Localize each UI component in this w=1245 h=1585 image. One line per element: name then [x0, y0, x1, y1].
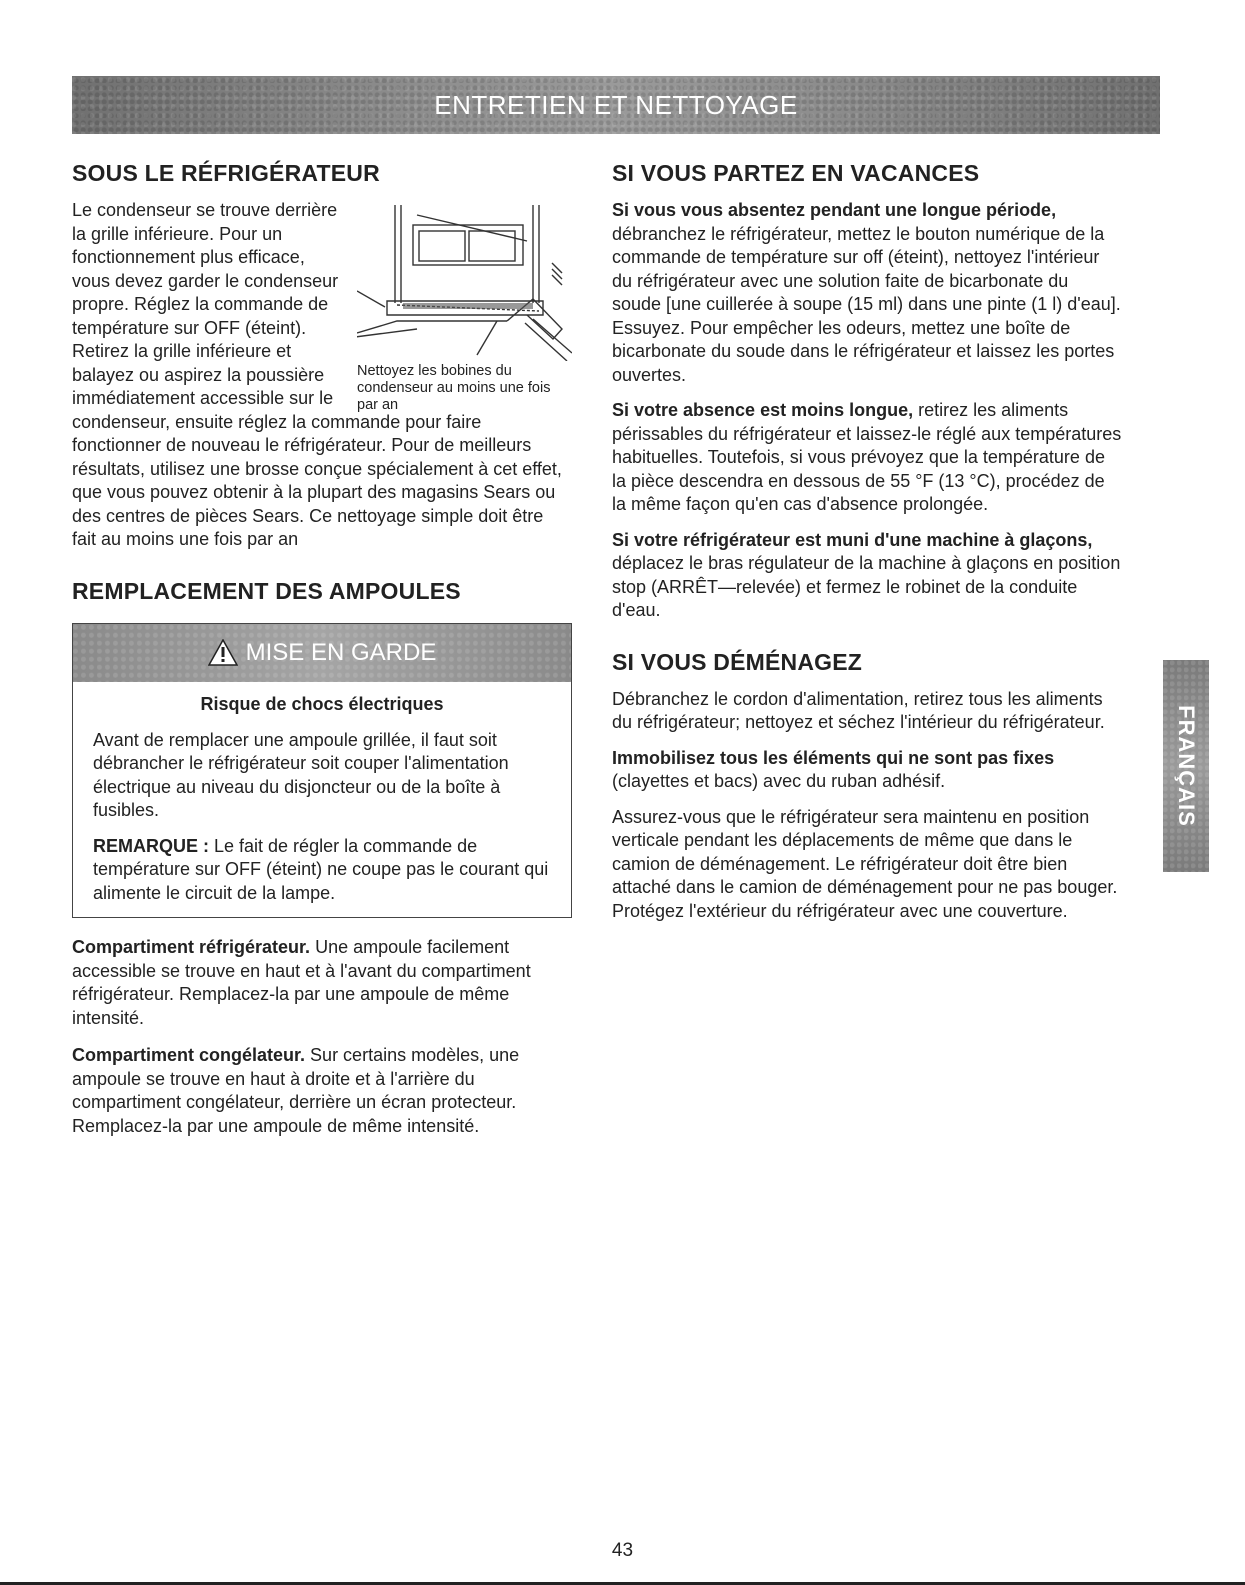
- section-title-moving: SI VOUS DÉMÉNAGEZ: [612, 648, 863, 675]
- vac1-text: débranchez le réfrigérateur, mettez le bouton numérique de la commande de température sur off (éteint), nettoyez l'intérieur du réfrigérateur avec une solution faite de bicarbonate du soude [une cuillerée à soupe (15 ml) dans une pinte (1 l) d'eau]. Essuyez. Pour empêcher les odeurs, mettez une boîte de bicarbonate du soude dans le réfrigérateur et laissez les portes ouvertes.: [612, 223, 1121, 385]
- freezer-label: Compartiment congélateur.: [72, 1045, 306, 1065]
- warning-text: Avant de remplacer une ampoule grillée, il faut soit débrancher le réfrigérateur soit couper l'alimentation électrique au niveau du disjoncteur ou de la boîte à fusibles.: [93, 729, 509, 820]
- warning-triangle-icon: [208, 639, 238, 666]
- fridge-bulb-paragraph: [72, 936, 572, 1030]
- moving-paragraph-2: [612, 747, 1122, 794]
- language-tab: [1163, 660, 1209, 872]
- header-title: ENTRETIEN ET NETTOYAGE: [434, 89, 798, 120]
- note-label: REMARQUE :: [93, 835, 209, 856]
- vacation-long-paragraph: [612, 199, 1122, 387]
- warning-header: [73, 624, 571, 682]
- mov2-text: (clayettes et bacs) avec du ruban adhésif.: [612, 771, 946, 791]
- vac1-label: Si vous vous absentez pendant une longue période,: [612, 200, 1057, 220]
- vac3-text: déplacez le bras régulateur de la machine à glaçons en position stop (ARRÊT—relevée) et fermez le robinet de la conduite d'eau.: [612, 553, 1121, 620]
- condenser-figure: [357, 203, 572, 413]
- left-column: [72, 160, 572, 1150]
- vac3-label: Si votre réfrigérateur est muni d'une machine à glaçons,: [612, 529, 1093, 550]
- vacation-short-paragraph: [612, 399, 1122, 517]
- freezer-bulb-paragraph: [72, 1044, 572, 1138]
- fridge-text: Une ampoule facilement accessible se trouve en haut et à l'avant du compartiment réfrigérateur. Remplacez-la par une ampoule de même intensité.: [72, 937, 531, 1028]
- language-tab-label: FRANÇAIS: [1174, 705, 1200, 827]
- fridge-label: Compartiment réfrigérateur.: [72, 937, 311, 957]
- section-title-under: SOUS LE RÉFRIGÉRATEUR: [72, 160, 380, 186]
- moving-paragraph-1: Débranchez le cordon d'alimentation, retirez tous les aliments du réfrigérateur; nettoyez et séchez l'intérieur du réfrigérateur.: [612, 688, 1105, 732]
- section-title-bulbs: REMPLACEMENT DES AMPOULES: [72, 577, 461, 604]
- warning-box: [72, 623, 572, 919]
- warning-body: [73, 729, 571, 906]
- warning-subtitle: Risque de chocs électriques: [200, 693, 444, 714]
- figure-caption: Nettoyez les bobines du condenseur au moins une fois par an: [357, 363, 551, 413]
- warning-title: MISE EN GARDE: [245, 638, 437, 666]
- note-text: Le fait de régler la commande de température sur OFF (éteint) ne coupe pas le courant qui alimente le circuit de la lampe.: [93, 835, 549, 903]
- vacation-icemaker-paragraph: [612, 529, 1122, 623]
- warning-note: [93, 835, 551, 906]
- vac2-label: Si votre absence est moins longue,: [612, 400, 914, 420]
- section-title-vacation: SI VOUS PARTEZ EN VACANCES: [612, 160, 980, 186]
- page-number: 43: [611, 1540, 634, 1561]
- freezer-text: Sur certains modèles, une ampoule se trouve en haut à droite et à l'arrière du compartiment congélateur, derrière un écran protecteur. Remplacez-la par une ampoule de même intensité.: [72, 1045, 520, 1136]
- condenser-illustration: [357, 203, 572, 361]
- header-banner: [72, 76, 1160, 134]
- under-paragraph: Le condenseur se trouve derrière la grille inférieure. Pour un fonctionnement plus efficace, vous devez garder le condenseur propre. Réglez la commande de température sur OFF (éteint). Retirez la grille inférieure et balayez ou aspirez la poussière immédiatement accessible sur le condenseur, ensuite réglez la commande pour faire fonctionner de nouveau le réfrigérateur. Pour de meilleurs résultats, utilisez une brosse conçue spécialement à cet effet, que vous pouvez obtenir à la plupart des magasins Sears ou des centres de pièces Sears. Ce nettoyage simple doit être fait au moins une fois par an: [72, 200, 562, 549]
- right-column: [612, 160, 1122, 935]
- mov2-label: Immobilisez tous les éléments qui ne sont pas fixes: [612, 747, 1055, 768]
- moving-paragraph-3: Assurez-vous que le réfrigérateur sera maintenu en position verticale pendant les déplacements de même que dans le camion de déménagement. Le réfrigérateur doit être bien attaché dans le camion de déménagement pour ne pas bouger. Protégez l'extérieur du réfrigérateur avec une couverture.: [612, 806, 1118, 921]
- vac2-text: retirez les aliments périssables du réfrigérateur et laissez-le réglé aux températures habituelles. Toutefois, si vous prévoyez que la température de la pièce descendra en dessous de 55 °F (13 °C), procédez de la même façon qu'en cas d'absence prolongée.: [612, 400, 1122, 514]
